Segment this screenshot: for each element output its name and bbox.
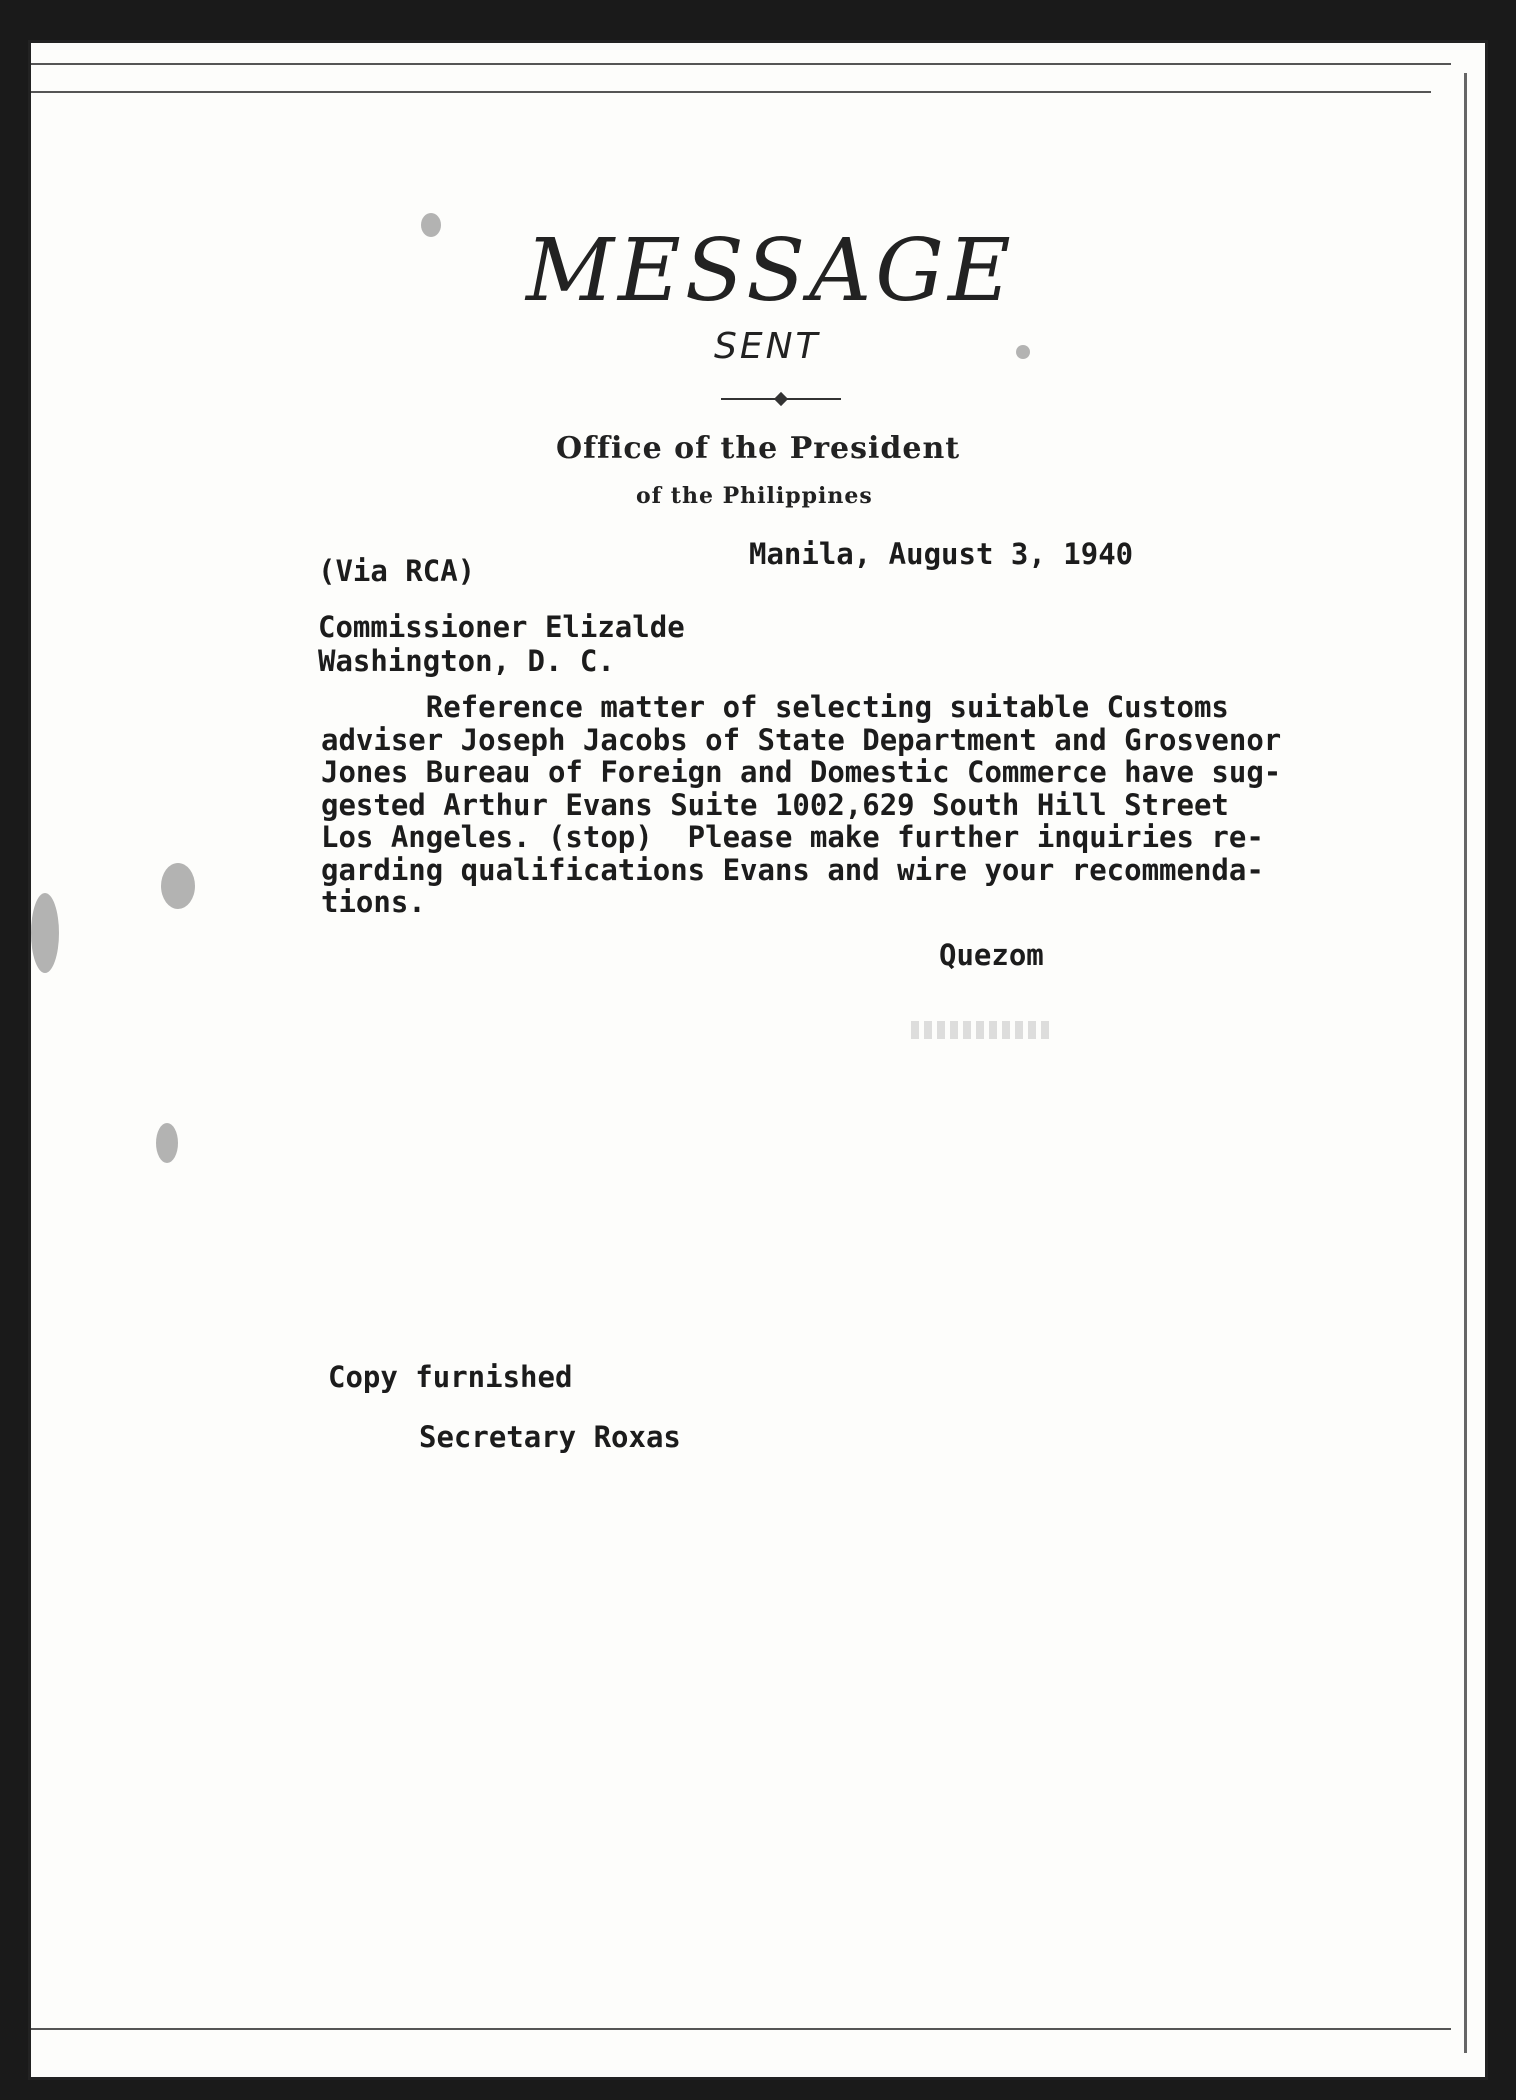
ornament-divider [721,398,841,400]
addressee-name: Commissioner Elizalde [318,610,685,644]
faded-stamp [911,1021,1051,1039]
office-subheading: of the Philippines [636,483,873,509]
top-edge-line-2 [31,91,1431,93]
document-page [28,40,1488,2080]
via-line: (Via RCA) [318,554,476,588]
right-edge-line [1464,73,1467,2053]
place-date: Manila, August 3, 1940 [749,537,1134,571]
top-edge-line [31,63,1451,65]
signature: Quezom [939,938,1044,972]
copy-furnished-label: Copy furnished [328,1360,573,1394]
scan-speck [1016,345,1030,359]
bottom-edge-line [31,2028,1451,2030]
addressee-location: Washington, D. C. [318,644,615,678]
scan-speck [31,893,59,973]
scan-speck [421,213,441,237]
message-title: MESSAGE [526,221,1015,321]
scan-speck [156,1123,178,1163]
scan-speck [161,863,195,909]
office-heading: Office of the President [556,431,961,466]
message-body: Reference matter of selecting suitable Customs adviser Joseph Jacobs of State Department and Grosvenor Jones Bureau of Foreign and Domestic Commerce have sug- gested Arthur Evans Suite 1002,629 South Hill Street Los Angeles. (stop) Please make further inquiries re- garding qualifications Evans and wire your recommenda- tions. [321,690,1282,919]
message-subtitle: SENT [714,326,821,367]
copy-recipient: Secretary Roxas [419,1420,681,1454]
